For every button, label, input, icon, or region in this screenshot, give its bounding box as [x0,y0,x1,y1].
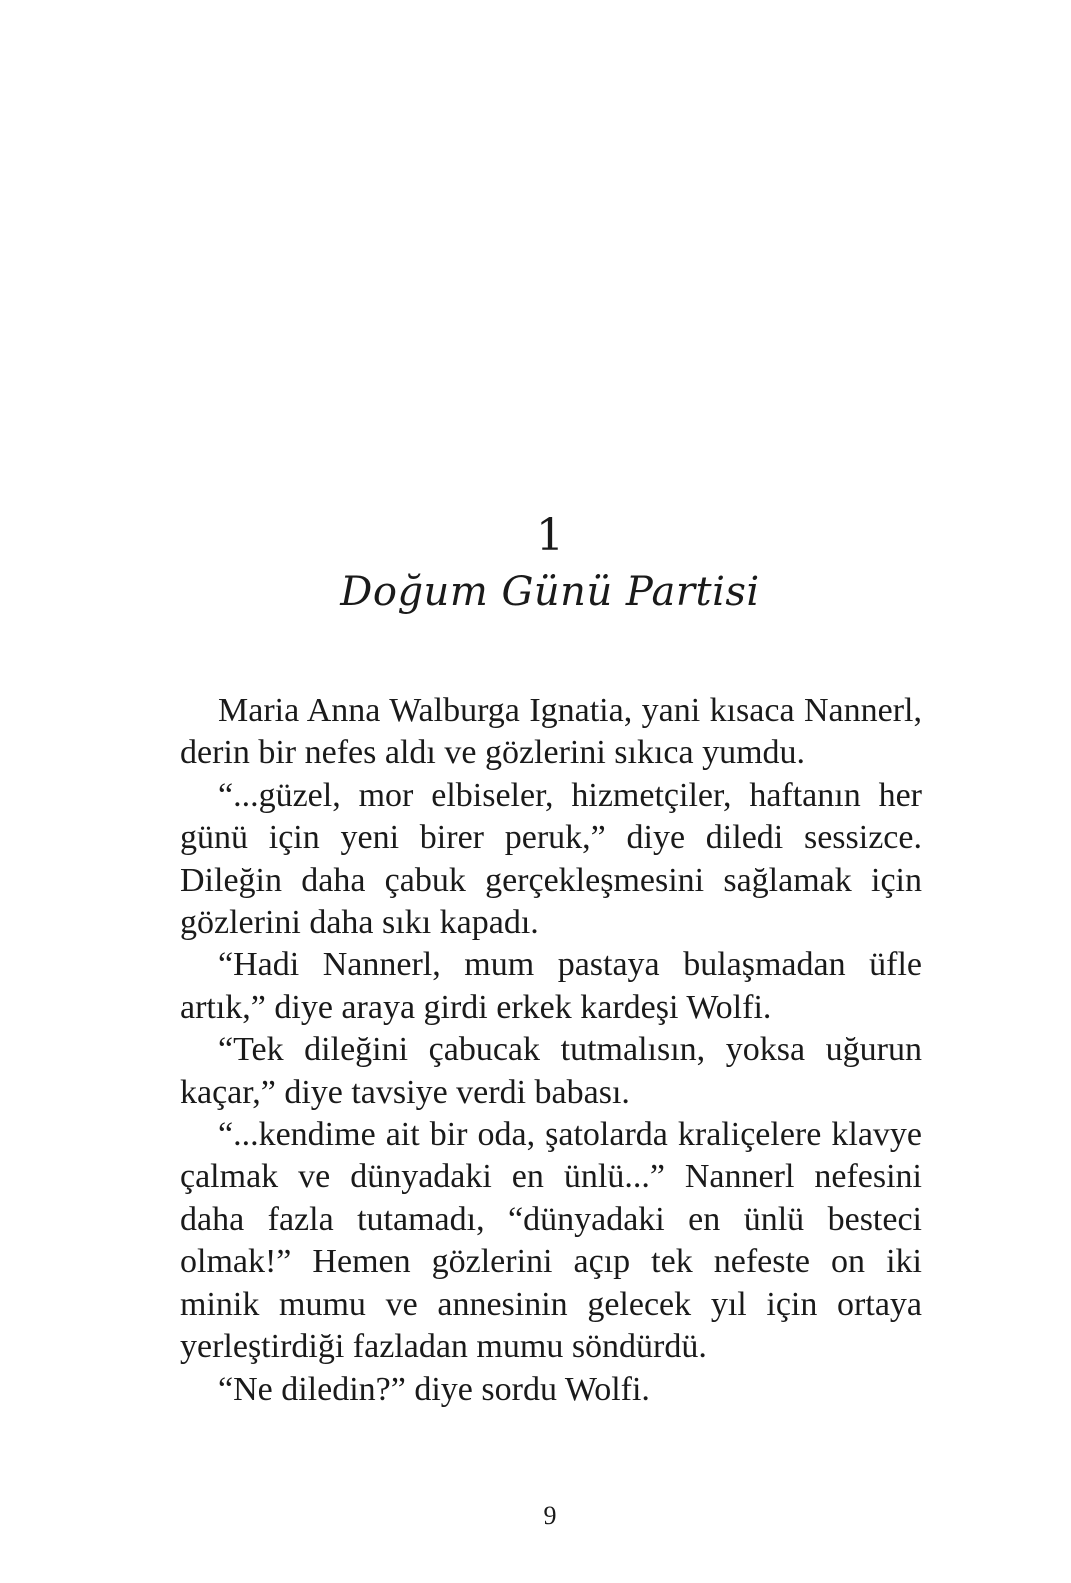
paragraph: Maria Anna Walburga Ignatia, yani kısaca Nannerl, derin bir nefes aldı ve gözlerini sıkıca yumdu. [180,692,922,772]
paragraph: “...güzel, mor elbiseler, hizmetçiler, haftanın her günü için yeni birer peruk,” diye diledi sessizce. Dileğin daha çabuk gerçekleşmesini sağlamak için gözlerini daha sıkı kapadı. [180,776,922,942]
chapter-title: Doğum Günü Partisi [340,569,760,615]
body-text [180,690,922,1411]
paragraph: “Ne diledin?” diye sordu Wolfi. [218,1370,650,1408]
chapter-number: 1 [536,510,564,561]
page-number: 9 [543,1501,557,1530]
paragraph: “Tek dileğini çabucak tutmalısın, yoksa uğurun kaçar,” diye tavsiye verdi babası. [180,1031,922,1111]
paragraph: “Hadi Nannerl, mum pastaya bulaşmadan üfle artık,” diye araya girdi erkek kardeşi Wolfi. [180,946,922,1026]
paragraph: “...kendime ait bir oda, şatolarda kraliçelere klavye çalmak ve dünyadaki en ünlü...” Nannerl nefesini daha fazla tutamadı, “dünyadaki en ünlü besteci olmak!” Hemen gözlerini açıp tek nefeste on iki minik mumu ve annesinin gelecek yıl için ortaya yerleştirdiği fazladan mumu söndürdü. [180,1116,922,1366]
